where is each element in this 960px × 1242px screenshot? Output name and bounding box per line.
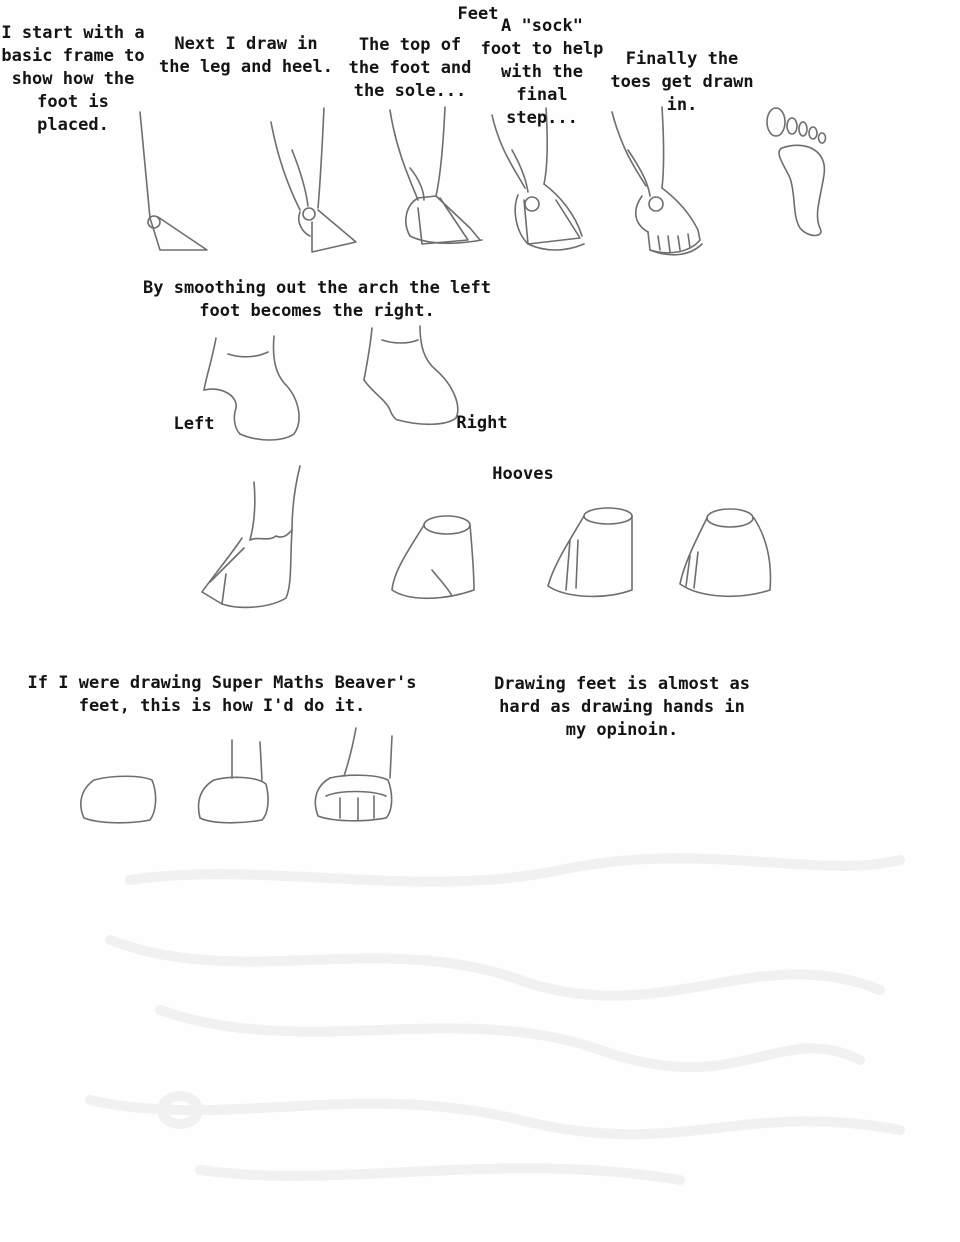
foot-step-2-leg-heel (271, 108, 356, 252)
hoof-sketch-3 (680, 509, 770, 596)
foot-step-1-frame (140, 112, 207, 250)
right-foot-sketch (364, 326, 458, 424)
step-3-caption: The top of the foot and the sole... (348, 35, 472, 101)
hoof-sketch-1 (392, 516, 474, 598)
beaver-foot-sketch-1 (81, 776, 156, 823)
footprint-sketch (767, 108, 826, 236)
foot-step-5-toes (612, 107, 702, 255)
step-5-caption: Finally the toes get drawn in. (610, 49, 754, 115)
closing-caption: Drawing feet is almost as hard as drawing hands in my opinoin. (494, 674, 750, 740)
step-4-caption: A "sock" foot to help with the final step... (480, 16, 604, 128)
hoof-with-leg-sketch (202, 466, 300, 607)
arch-caption: By smoothing out the arch the left foot becomes the right. (143, 278, 491, 321)
beaver-caption: If I were drawing Super Maths Beaver's feet, this is how I'd do it. (27, 673, 417, 716)
beaver-foot-sketch-2 (199, 740, 269, 823)
step-2-caption: Next I draw in the leg and heel. (159, 34, 333, 77)
beaver-foot-sketch-3 (315, 728, 392, 821)
faint-background-marks (90, 858, 900, 1180)
hoof-sketch-2 (548, 508, 632, 596)
foot-step-3-top-sole (390, 107, 482, 244)
step-1-caption: I start with a basic frame to show how the foot is placed. (1, 23, 145, 135)
page-title: Feet (457, 4, 499, 24)
left-foot-label: Left (173, 414, 215, 434)
hooves-label: Hooves (492, 464, 554, 484)
right-foot-label: Right (456, 413, 508, 433)
